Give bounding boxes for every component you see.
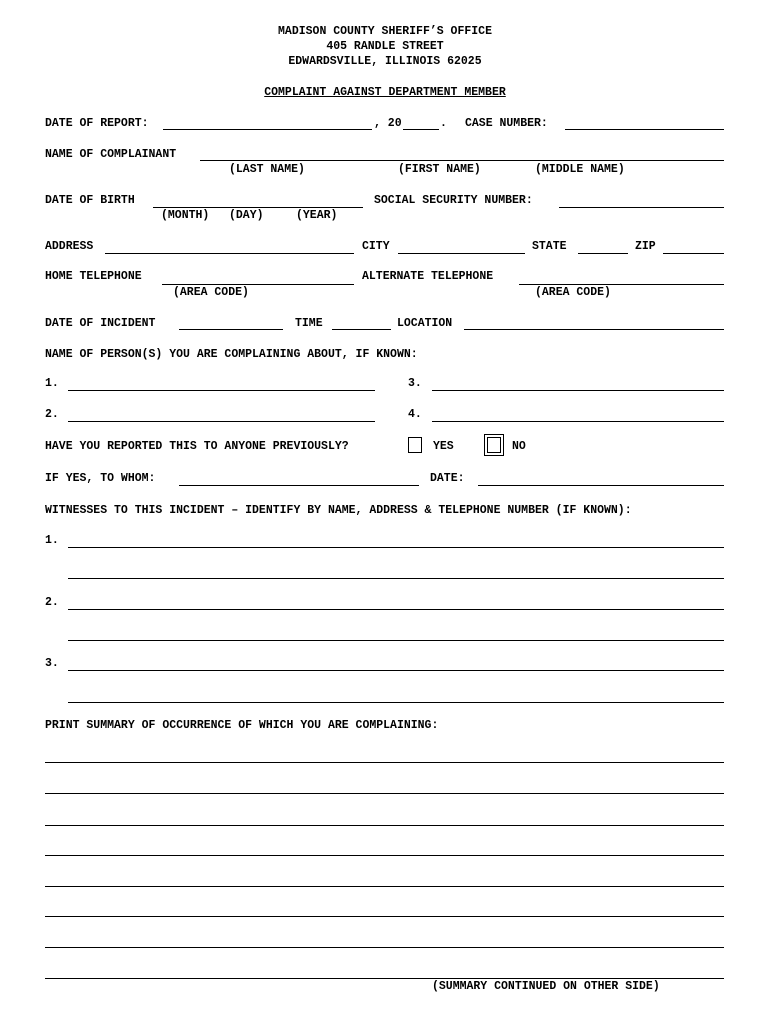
report-year-field[interactable] — [403, 129, 439, 130]
home-area-code-caption: (AREA CODE) — [173, 286, 249, 299]
to-whom-label: IF YES, TO WHOM: — [45, 472, 156, 485]
continued-note: (SUMMARY CONTINUED ON OTHER SIDE) — [432, 980, 660, 993]
time-label: TIME — [295, 317, 323, 330]
persons-heading: NAME OF PERSON(S) YOU ARE COMPLAINING ABOUT, IF KNOWN: — [45, 348, 418, 361]
case-number-field[interactable] — [565, 129, 724, 130]
alt-phone-label: ALTERNATE TELEPHONE — [362, 270, 494, 283]
alt-phone-field[interactable] — [519, 284, 724, 285]
complainant-label: NAME OF COMPLAINANT — [45, 148, 177, 161]
person-2-number: 2. — [45, 408, 59, 421]
summary-line[interactable] — [45, 762, 724, 763]
time-field[interactable] — [332, 329, 391, 330]
person-1-field[interactable] — [68, 390, 375, 391]
no-checkbox[interactable] — [487, 437, 501, 453]
city-field[interactable] — [398, 253, 525, 254]
person-3-number: 3. — [408, 377, 422, 390]
witness-1-number: 1. — [45, 534, 59, 547]
reported-date-field[interactable] — [478, 485, 724, 486]
witness-2-number: 2. — [45, 596, 59, 609]
person-4-number: 4. — [408, 408, 422, 421]
summary-line[interactable] — [45, 886, 724, 887]
ssn-label: SOCIAL SECURITY NUMBER: — [374, 194, 533, 207]
period: . — [440, 117, 447, 130]
witness-3-line-1[interactable] — [68, 670, 724, 671]
address-label: ADDRESS — [45, 240, 94, 253]
case-number-label: CASE NUMBER: — [465, 117, 548, 130]
agency-street: 405 RANDLE STREET — [326, 40, 444, 53]
witness-3-number: 3. — [45, 657, 59, 670]
agency-city: EDWARDSVILLE, ILLINOIS 62025 — [288, 55, 482, 68]
summary-line[interactable] — [45, 947, 724, 948]
summary-heading: PRINT SUMMARY OF OCCURRENCE OF WHICH YOU ARE COMPLAINING: — [45, 719, 439, 732]
witness-2-line-2[interactable] — [68, 640, 724, 641]
alt-area-code-caption: (AREA CODE) — [535, 286, 611, 299]
home-phone-field[interactable] — [162, 284, 354, 285]
incident-date-label: DATE OF INCIDENT — [45, 317, 156, 330]
yes-label: YES — [433, 440, 454, 453]
month-caption: (MONTH) — [161, 209, 210, 222]
person-3-field[interactable] — [432, 390, 724, 391]
person-1-number: 1. — [45, 377, 59, 390]
witness-2-line-1[interactable] — [68, 609, 724, 610]
form-title — [0, 85, 770, 100]
state-label: STATE — [532, 240, 567, 253]
state-field[interactable] — [578, 253, 628, 254]
witnesses-heading: WITNESSES TO THIS INCIDENT – IDENTIFY BY NAME, ADDRESS & TELEPHONE NUMBER (IF KNOWN): — [45, 504, 632, 517]
summary-line[interactable] — [45, 978, 724, 979]
witness-1-line-2[interactable] — [68, 578, 724, 579]
yes-checkbox[interactable] — [408, 437, 422, 453]
day-caption: (DAY) — [229, 209, 264, 222]
summary-line[interactable] — [45, 825, 724, 826]
summary-line[interactable] — [45, 855, 724, 856]
reported-question: HAVE YOU REPORTED THIS TO ANYONE PREVIOUSLY? — [45, 440, 349, 453]
year-caption: (YEAR) — [296, 209, 338, 222]
to-whom-field[interactable] — [179, 485, 419, 486]
first-name-caption: (FIRST NAME) — [398, 163, 481, 176]
address-field[interactable] — [105, 253, 354, 254]
location-field[interactable] — [464, 329, 724, 330]
dob-label: DATE OF BIRTH — [45, 194, 135, 207]
zip-field[interactable] — [663, 253, 724, 254]
witness-3-line-2[interactable] — [68, 702, 724, 703]
location-label: LOCATION — [397, 317, 453, 330]
home-phone-label: HOME TELEPHONE — [45, 270, 142, 283]
date-of-report-label: DATE OF REPORT: — [45, 117, 149, 130]
city-label: CITY — [362, 240, 390, 253]
middle-name-caption: (MIDDLE NAME) — [535, 163, 625, 176]
dob-field[interactable] — [153, 207, 363, 208]
agency-name: MADISON COUNTY SHERIFF’S OFFICE — [278, 25, 492, 38]
date-of-report-field[interactable] — [163, 129, 372, 130]
reported-date-label: DATE: — [430, 472, 465, 485]
year-prefix-label: , 20 — [374, 117, 402, 130]
no-label: NO — [512, 440, 526, 453]
ssn-field[interactable] — [559, 207, 724, 208]
summary-line[interactable] — [45, 793, 724, 794]
complainant-name-field[interactable] — [200, 160, 724, 161]
incident-date-field[interactable] — [179, 329, 283, 330]
person-2-field[interactable] — [68, 421, 375, 422]
witness-1-line-1[interactable] — [68, 547, 724, 548]
form-title-text: COMPLAINT AGAINST DEPARTMENT MEMBER — [264, 86, 506, 99]
person-4-field[interactable] — [432, 421, 724, 422]
summary-line[interactable] — [45, 916, 724, 917]
last-name-caption: (LAST NAME) — [229, 163, 305, 176]
zip-label: ZIP — [635, 240, 656, 253]
